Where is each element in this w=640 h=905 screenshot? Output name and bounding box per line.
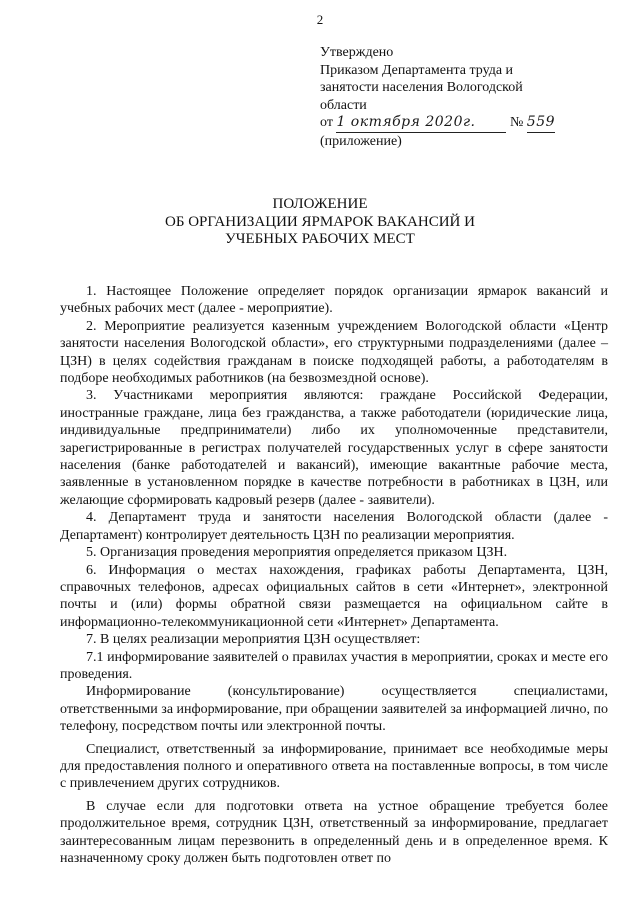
handwritten-number: 559 — [527, 114, 555, 133]
title-line: УЧЕБНЫХ РАБОЧИХ МЕСТ — [225, 231, 415, 247]
title-line: ОБ ОРГАНИЗАЦИИ ЯРМАРОК ВАКАНСИЙ И — [165, 213, 475, 230]
document-body — [60, 283, 608, 867]
paragraph-1: 1. Настоящее Положение определяет порядок организации ярмарок вакансий и учебных рабочих мест (далее - мероприятие). — [60, 284, 608, 317]
from-label: от — [320, 115, 333, 130]
approval-line: Утверждено — [320, 45, 394, 60]
paragraph-6: 6. Информация о местах нахождения, графиках работы Департамента, ЦЗН, справочных телефонов, адресах официальных сайтов в сети «Интернет», электронной почты и (или) формы обратной связи размещается на официальном сайте в информационно-телекоммуникационной сети «Интернет» Департамента. — [60, 562, 608, 630]
document-title — [0, 196, 640, 249]
paragraph-4: 4. Департамент труда и занятости населения Вологодской области (далее - Департамент) контролирует деятельность ЦЗН по реализации мероприятия. — [60, 510, 608, 543]
number-label: № — [509, 115, 524, 130]
approval-line: Приказом Департамента труда и — [320, 62, 514, 78]
approval-line: занятости населения Вологодской — [320, 80, 523, 95]
paragraph-informing: Информирование (консультирование) осуществляется специалистами, ответственными за информирование, при обращении заявителей за информацией лично, по телефону, посредством почты или электронной почты. — [60, 684, 608, 735]
approval-date-line — [320, 114, 620, 133]
page-number: 2 — [316, 12, 324, 27]
paragraph-specialist: Специалист, ответственный за информирование, принимает все необходимые меры для предоставления полного и оперативного ответа на поставленные вопросы, в том числе с привлечением других сотрудников. — [60, 741, 608, 792]
appendix-label: (приложение) — [320, 133, 402, 149]
paragraph-7-1: 7.1 информирование заявителей о правилах участия в мероприятии, сроках и месте его проведения. — [60, 649, 608, 682]
paragraph-3: 3. Участниками мероприятия являются: граждане Российской Федерации, иностранные граждане, лица без гражданства, а также работодатели (юридические лица, индивидуальные предприниматели) либо их уполномоченные представители, зарегистрированные в регистрах получателей государственных услуг в сфере занятости населения (банке работодателей и вакансий), имеющие вакантные рабочие места, заявленные в установленном порядке в качестве потребности в работниках в ЦЗН, или желающие сформировать кадровый резерв (далее - заявители). — [60, 388, 608, 508]
paragraph-5: 5. Организация проведения мероприятия определяется приказом ЦЗН. — [86, 545, 508, 561]
paragraph-2: 2. Мероприятие реализуется казенным учреждением Вологодской области «Центр занятости населения Вологодской области», его структурными подразделениями (далее – ЦЗН) в целях содействия гражданам в поиске подходящей работы, а работодателям в подборе необходимых работников (на безвозмездной основе). — [60, 318, 608, 387]
approval-block — [320, 44, 620, 150]
title-line: ПОЛОЖЕНИЕ — [272, 196, 368, 212]
paragraph-callback: В случае если для подготовки ответа на устное обращение требуется более продолжительное время, сотрудник ЦЗН, ответственный за информирование, предлагает заинтересованным лицам перезвонить в определенный день и в определенное время. К назначенному сроку должен быть подготовлен ответ по — [60, 798, 608, 866]
handwritten-date: 1 октября 2020г. — [336, 114, 506, 133]
paragraph-7: 7. В целях реализации мероприятия ЦЗН осуществляет: — [86, 632, 421, 648]
approval-line: области — [320, 97, 367, 113]
